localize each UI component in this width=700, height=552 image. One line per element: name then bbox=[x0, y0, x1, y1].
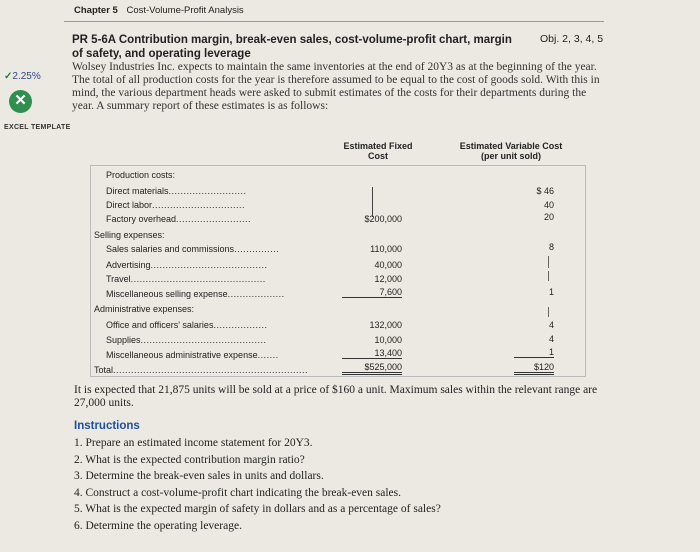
problem-title: PR 5-6A Contribution margin, break-even sales, cost-volume-profit chart, margin of safety, and operating leverage bbox=[72, 34, 512, 60]
chapter-header bbox=[74, 5, 244, 16]
table-row-var: 40 bbox=[543, 200, 554, 210]
table-row-var: 4 bbox=[548, 334, 554, 344]
table-row-var: 20 bbox=[543, 212, 554, 222]
table-row-label: Supplies.......................................... bbox=[106, 335, 267, 345]
table-row-fixed: $200,000 bbox=[364, 214, 402, 224]
table-row-label: Production costs: bbox=[106, 170, 176, 180]
table-row-fixed: 110,000 bbox=[370, 244, 402, 254]
instructions-heading: Instructions bbox=[74, 420, 140, 432]
table-row-var: 8 bbox=[548, 242, 554, 252]
table-row-label: Direct labor............................... bbox=[106, 200, 246, 210]
table-row-fixed: 13,400 bbox=[342, 348, 402, 359]
var-dash bbox=[548, 307, 549, 317]
table-row-label: Advertising....................................... bbox=[106, 260, 268, 270]
table-row-label: Sales salaries and commissions............... bbox=[106, 244, 280, 254]
margin-percent bbox=[4, 71, 41, 82]
table-row-label: Selling expenses: bbox=[94, 230, 165, 240]
col-header-variable: Estimated Variable Cost (per unit sold) bbox=[459, 141, 563, 161]
instructions-list bbox=[74, 435, 441, 534]
table-row-label: Direct materials.......................... bbox=[106, 186, 247, 196]
instruction-item: 2. What is the expected contribution margin ratio? bbox=[74, 453, 305, 466]
expected-sales-text: It is expected that 21,875 units will be sold at a price of $160 a unit. Maximum sales within the relevant range are 27,000 units. bbox=[74, 384, 598, 409]
instruction-item: 4. Construct a cost-volume-profit chart indicating the break-even sales. bbox=[74, 486, 402, 499]
table-row-var: 1 bbox=[548, 287, 554, 297]
instruction-item: 6. Determine the operating leverage. bbox=[74, 519, 242, 532]
table-total-var: $120 bbox=[514, 362, 554, 375]
table-row-label: Miscellaneous administrative expense....... bbox=[106, 350, 279, 360]
chapter-subtitle: Cost-Volume-Profit Analysis bbox=[126, 5, 244, 16]
instruction-item: 3. Determine the break-even sales in units and dollars. bbox=[74, 470, 324, 482]
margin-percent-value: 2.25% bbox=[12, 71, 41, 82]
table-row-label: Factory overhead......................... bbox=[106, 214, 252, 224]
table-row-var: 1 bbox=[514, 347, 554, 358]
table-row-fixed: 7,600 bbox=[342, 287, 402, 298]
problem-intro: Wolsey Industries Inc. expects to maintain the same inventories at the end of 20Y3 as at the beginning of the year. The total of all production costs for the year is therefore assumed to be equal to the cost of goods sold. With this in mind, the various department heads were asked to submit estimates of the costs for their departments during the year. A summary report of these estimates is as follows: bbox=[72, 61, 600, 112]
table-row-fixed: 10,000 bbox=[374, 335, 402, 345]
instruction-item: 1. Prepare an estimated income statement for 20Y3. bbox=[74, 437, 313, 449]
table-total-fixed: $525,000 bbox=[342, 362, 402, 375]
table-row-label: Total................................................................. bbox=[94, 365, 309, 375]
chapter-number: Chapter 5 bbox=[74, 5, 118, 16]
table-row-label: Office and officers' salaries.................. bbox=[106, 320, 268, 330]
table-row-var: $ 46 bbox=[536, 186, 554, 196]
var-dash bbox=[548, 256, 549, 268]
instruction-item: 5. What is the expected margin of safety in dollars and as a percentage of sales? bbox=[74, 503, 441, 515]
check-mark-icon: ✓ bbox=[4, 71, 13, 82]
col-header-fixed: Estimated Fixed Cost bbox=[343, 141, 413, 161]
cost-table-frame bbox=[90, 165, 586, 377]
table-row-label: Miscellaneous selling expense................... bbox=[106, 289, 285, 299]
var-dash bbox=[548, 271, 549, 281]
excel-x-icon[interactable]: ✕ bbox=[9, 90, 32, 113]
excel-template-label[interactable]: EXCEL TEMPLATE bbox=[4, 124, 71, 131]
fixed-bracket bbox=[372, 187, 375, 217]
header-divider bbox=[64, 21, 604, 22]
table-row-fixed: 132,000 bbox=[369, 320, 402, 330]
table-row-var: 4 bbox=[548, 320, 554, 330]
table-row-fixed: 40,000 bbox=[374, 260, 402, 270]
table-row-label: Administrative expenses: bbox=[94, 304, 195, 314]
problem-objectives: Obj. 2, 3, 4, 5 bbox=[540, 33, 604, 45]
table-row-label: Travel............................................. bbox=[106, 274, 266, 284]
table-row-fixed: 12,000 bbox=[374, 274, 402, 284]
